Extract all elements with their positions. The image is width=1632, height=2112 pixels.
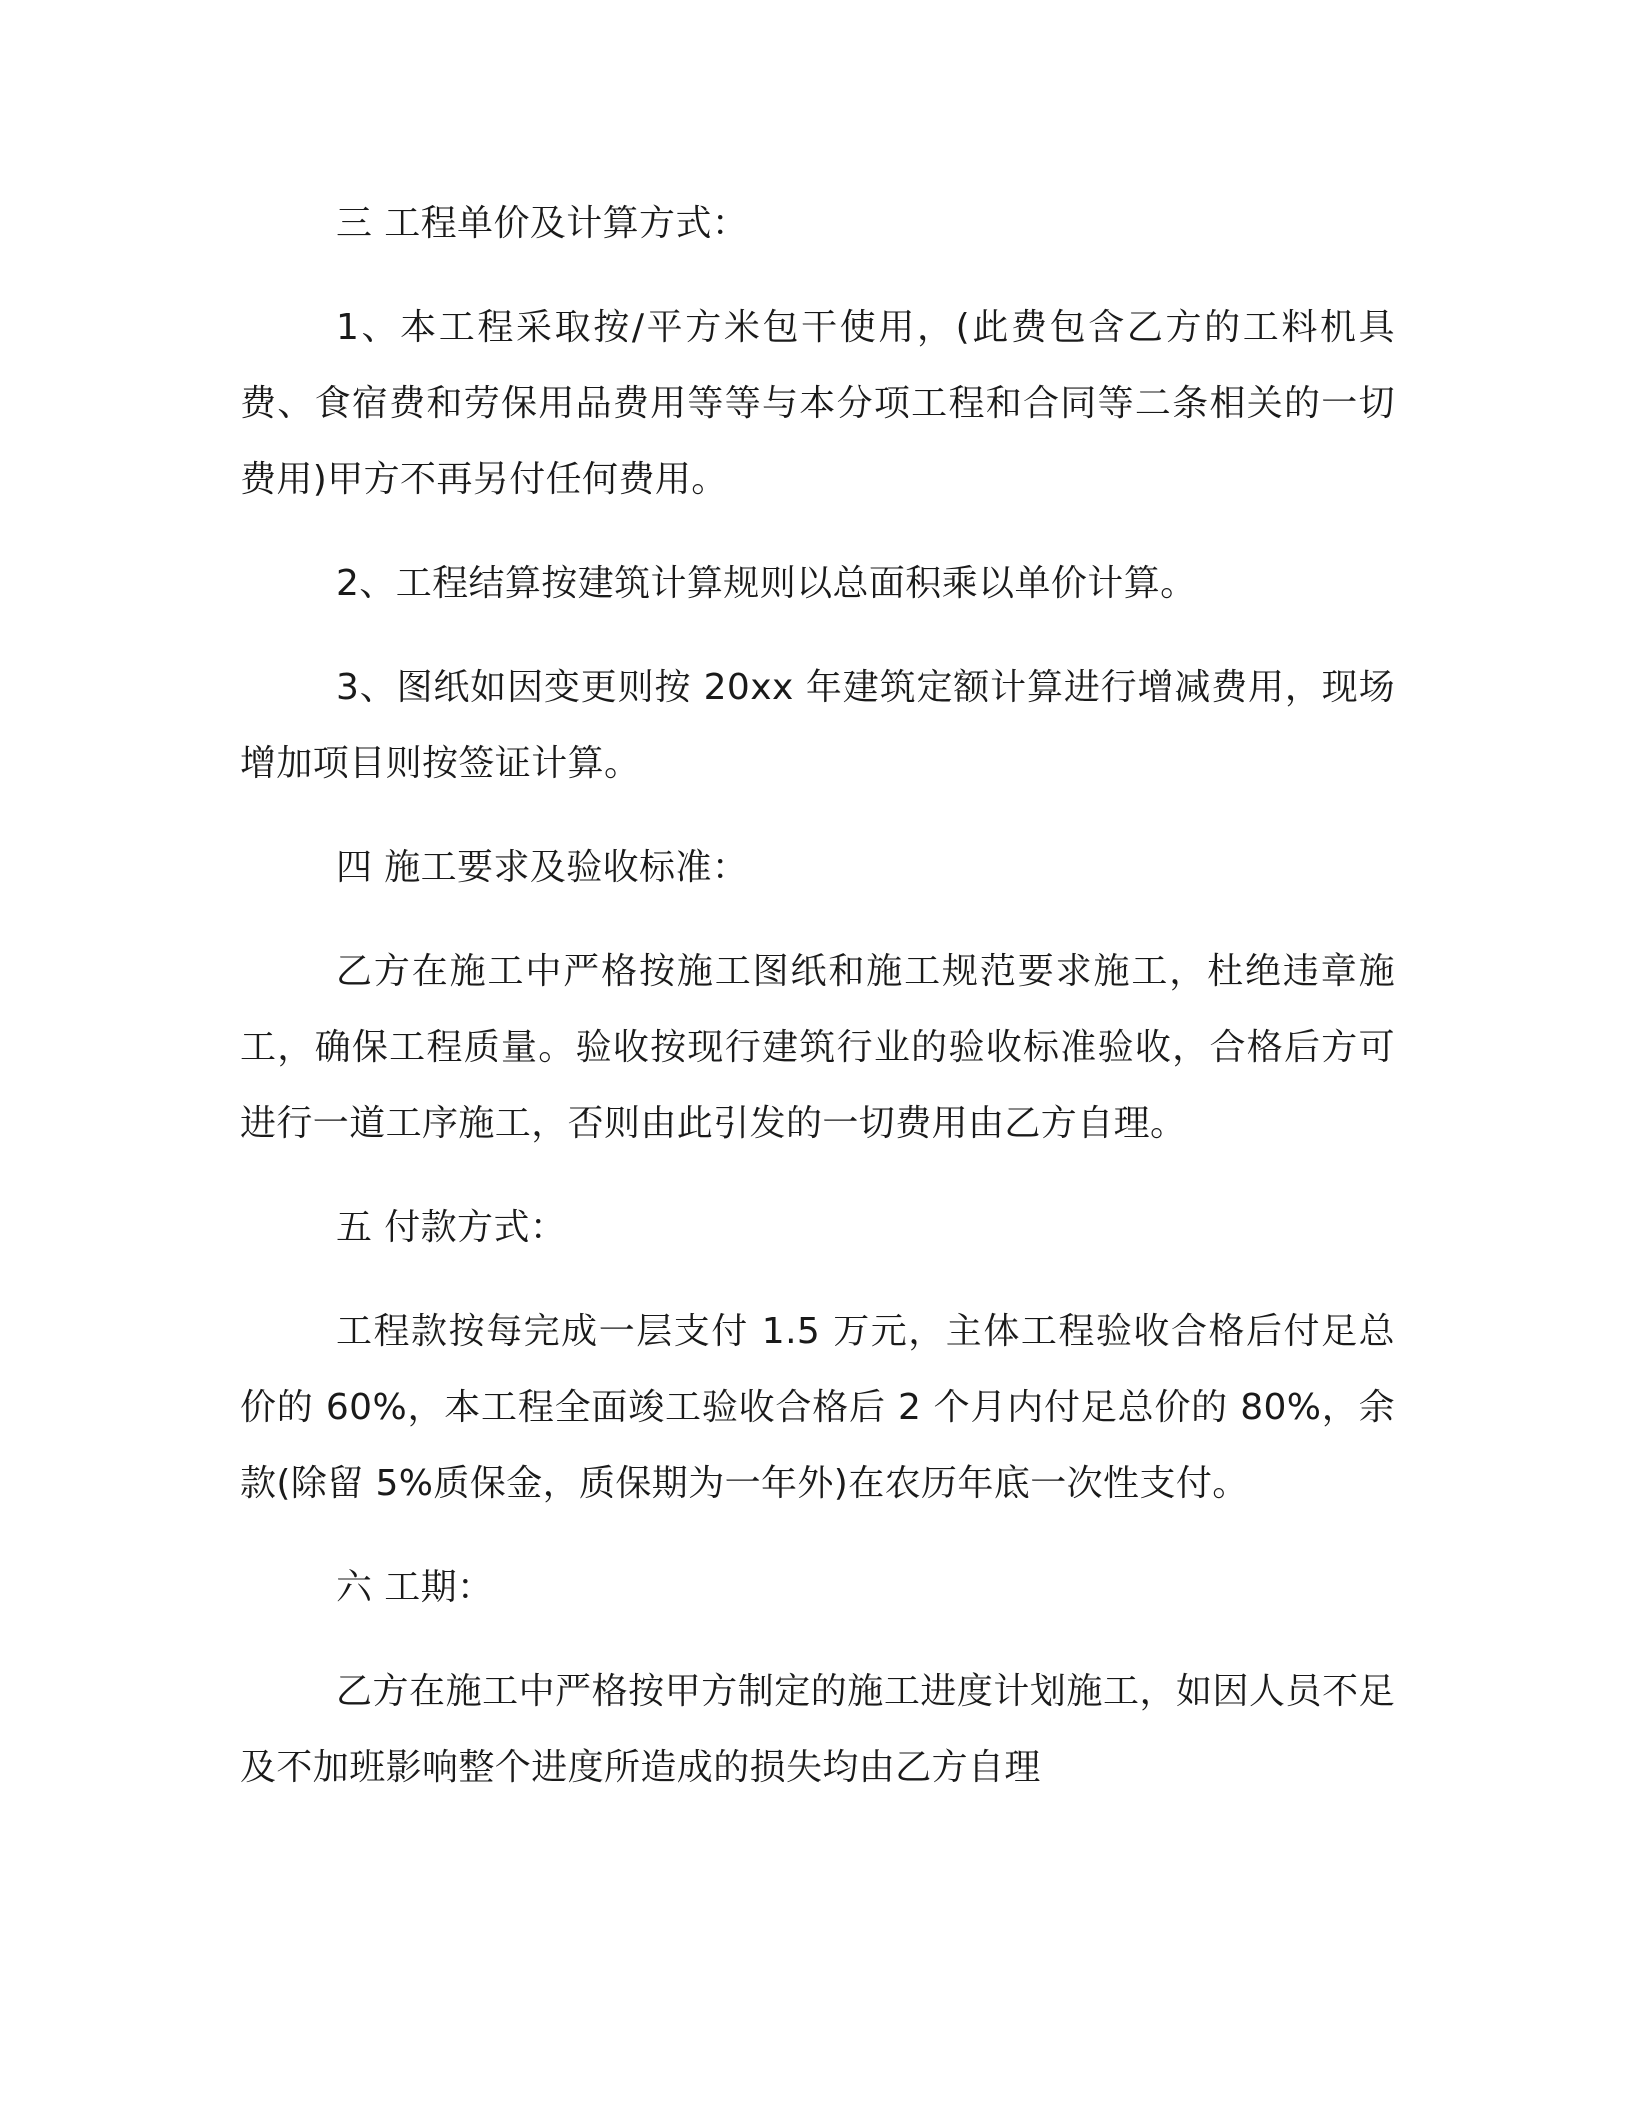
clause-4-requirements: 乙方在施工中严格按施工图纸和施工规范要求施工，杜绝违章施工，确保工程质量。验收按现行建筑行业的验收标准验收，合格后方可进行一道工序施工，否则由此引发的一切费用由乙方自理。 <box>240 951 1395 1144</box>
clause-6-schedule: 乙方在施工中严格按甲方制定的施工进度计划施工，如因人员不足及不加班影响整个进度所造成的损失均由乙方自理 <box>240 1671 1395 1788</box>
section-heading-construction-requirements: 四 施工要求及验收标准： <box>336 847 749 888</box>
clause-3-3-changes: 3、图纸如因变更则按 20xx 年建筑定额计算进行增减费用，现场增加项目则按签证计算。 <box>240 667 1395 784</box>
clause-3-1-lump-sum: 1、本工程采取按/平方米包干使用，(此费包含乙方的工料机具费、食宿费和劳保用品费用等等与本分项工程和合同等二条相关的一切费用)甲方不再另付任何费用。 <box>240 307 1395 500</box>
document-page <box>240 186 1395 1834</box>
clause-3-2-settlement: 2、工程结算按建筑计算规则以总面积乘以单价计算。 <box>336 563 1197 604</box>
clause-5-payment: 工程款按每完成一层支付 1.5 万元，主体工程验收合格后付足总价的 60%，本工程全面竣工验收合格后 2 个月内付足总价的 80%，余款(除留 5%质保金，质保期为一年外)在农历年底一次性支付。 <box>240 1311 1395 1504</box>
section-heading-schedule: 六 工期： <box>336 1567 494 1608</box>
section-heading-payment: 五 付款方式： <box>336 1207 567 1248</box>
section-heading-unit-price: 三 工程单价及计算方式： <box>336 203 749 244</box>
